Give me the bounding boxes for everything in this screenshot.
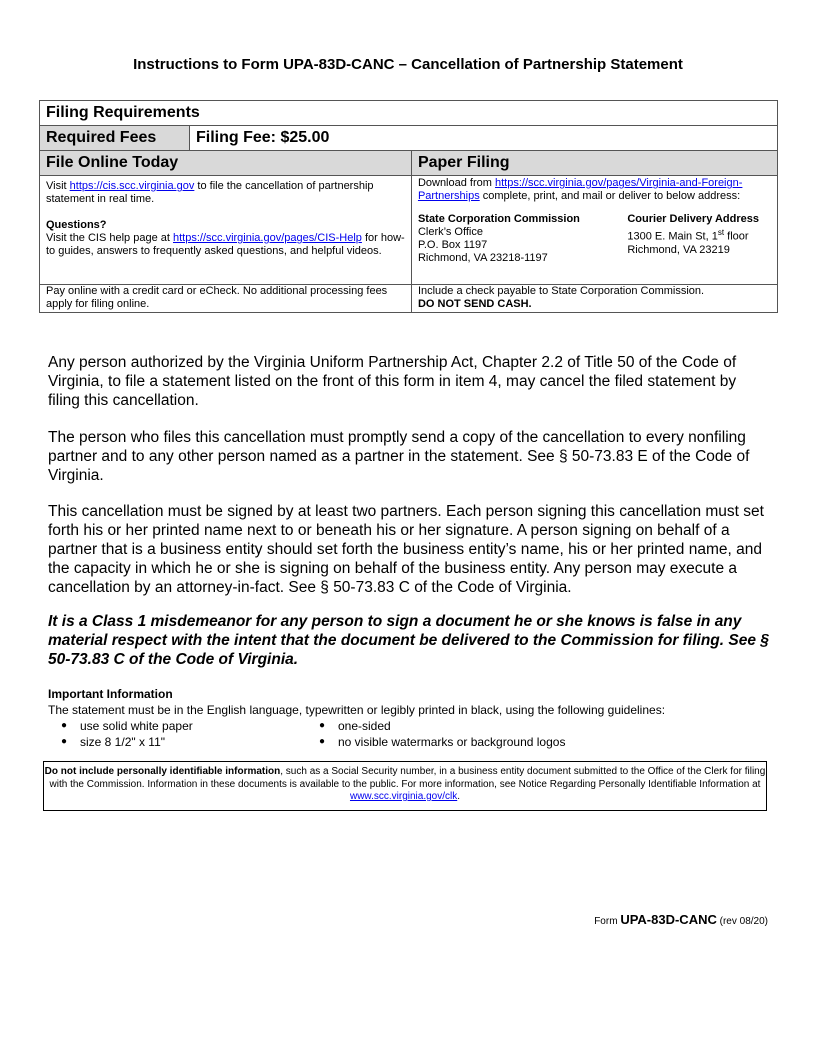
form-number: Form UPA-83D-CANC (rev 08/20) — [594, 912, 768, 927]
filing-requirements-table — [39, 100, 778, 313]
pii-notice: Do not include personally identifiable information, such as a Social Security number, in a business entity document submitted to the Office of the Clerk for filing with the Commission. Information in these documents is available to the public. For more information, see Notice Regarding Personally Identifiable Information at www.scc.virginia.gov/clk. — [43, 761, 767, 811]
important-heading: Important Information — [48, 687, 173, 701]
payment-note: Pay online with a credit card or eCheck. No additional processing fees apply for filing online. — [40, 285, 412, 313]
important-information — [48, 686, 778, 750]
no-cash-note: DO NOT SEND CASH. — [417, 298, 532, 310]
mailing-address: State Corporation Commission Clerk’s Office P.O. Box 1197 Richmond, VA 23218-1197 — [417, 213, 580, 264]
file-online-details — [40, 176, 412, 285]
addresses — [418, 213, 771, 265]
list-item: ● one-sided — [306, 718, 606, 734]
guidelines-list — [48, 718, 778, 750]
cis-help-link[interactable]: https://scc.virginia.gov/pages/CIS-Help — [173, 232, 362, 244]
bullet-icon: ● — [318, 720, 326, 731]
list-item: ● no visible watermarks or background logos — [306, 734, 606, 750]
list-item: ● size 8 1/2" x 11" — [48, 734, 306, 750]
required-fees-label: Required Fees — [40, 126, 190, 151]
list-item: ● use solid white paper — [48, 718, 306, 734]
cis-link[interactable]: https://cis.scc.virginia.gov — [69, 180, 195, 192]
check-note: Include a check payable to State Corporation Commission. — [417, 285, 705, 297]
filing-requirements-heading: Filing Requirements — [40, 101, 778, 126]
courier-address: Courier Delivery Address 1300 E. Main St, 1st floor Richmond, VA 23219 — [627, 213, 759, 256]
partnerships-link[interactable]: https://scc.virginia.gov/pages/Virginia-and-Foreign-Partnerships — [417, 177, 743, 202]
filing-fee-value: Filing Fee: $25.00 — [190, 126, 778, 151]
important-intro: The statement must be in the English language, typewritten or legibly printed in black, using the following guidelines: — [48, 703, 666, 717]
check-note-cell — [411, 285, 777, 313]
questions-label: Questions? — [46, 219, 107, 231]
bullet-icon: ● — [60, 720, 68, 731]
clk-link[interactable]: www.scc.virginia.gov/clk — [349, 791, 458, 802]
file-online-heading: File Online Today — [40, 151, 412, 176]
paper-filing-heading: Paper Filing — [411, 151, 777, 176]
help-text: Visit the CIS help page at https://scc.virginia.gov/pages/CIS-Help for how-to guides, answers to frequently asked questions, and helpful videos. — [46, 232, 405, 257]
paragraph-signatures: This cancellation must be signed by at least two partners. Each person signing this cancellation must set forth his or her printed name next to or beneath his or her signature. A person signing on behalf of a partner that is a business entity should set forth the business entity’s name, his or her printed name, and the capacity in which he or she is signing on behalf of the business entity. Any person may execute a cancellation by an attorney-in-fact. See § 50-73.83 C of the Code of Virginia. — [48, 503, 764, 596]
bullet-icon: ● — [60, 736, 68, 747]
visit-text: Visit https://cis.scc.virginia.gov to file the cancellation of partnership statement in real time. — [46, 180, 374, 205]
bullet-icon: ● — [318, 736, 326, 747]
paper-filing-details — [411, 176, 777, 285]
download-text: Download from https://scc.virginia.gov/pages/Virginia-and-Foreign-Partnerships complete, print, and mail or deliver to below address: — [417, 177, 743, 202]
paragraph-notification: The person who files this cancellation must promptly send a copy of the cancellation to every nonfiling partner and to any other person named as a partner in the statement. See § 50-73.83 E of the Code of Virginia. — [48, 429, 750, 484]
paragraph-authorization: Any person authorized by the Virginia Uniform Partnership Act, Chapter 2.2 of Title 50 of the Code of Virginia, to file a statement listed on the front of this form in item 4, may cancel the filed statement by filing this cancellation. — [48, 354, 737, 409]
misdemeanor-warning: It is a Class 1 misdemeanor for any person to sign a document he or she knows is false in any material respect with the intent that the document be delivered to the Commission for filing. See § 50-73.83 C of the Code of Virginia. — [48, 613, 769, 668]
page-title: Instructions to Form UPA-83D-CANC – Cancellation of Partnership Statement — [133, 56, 683, 73]
